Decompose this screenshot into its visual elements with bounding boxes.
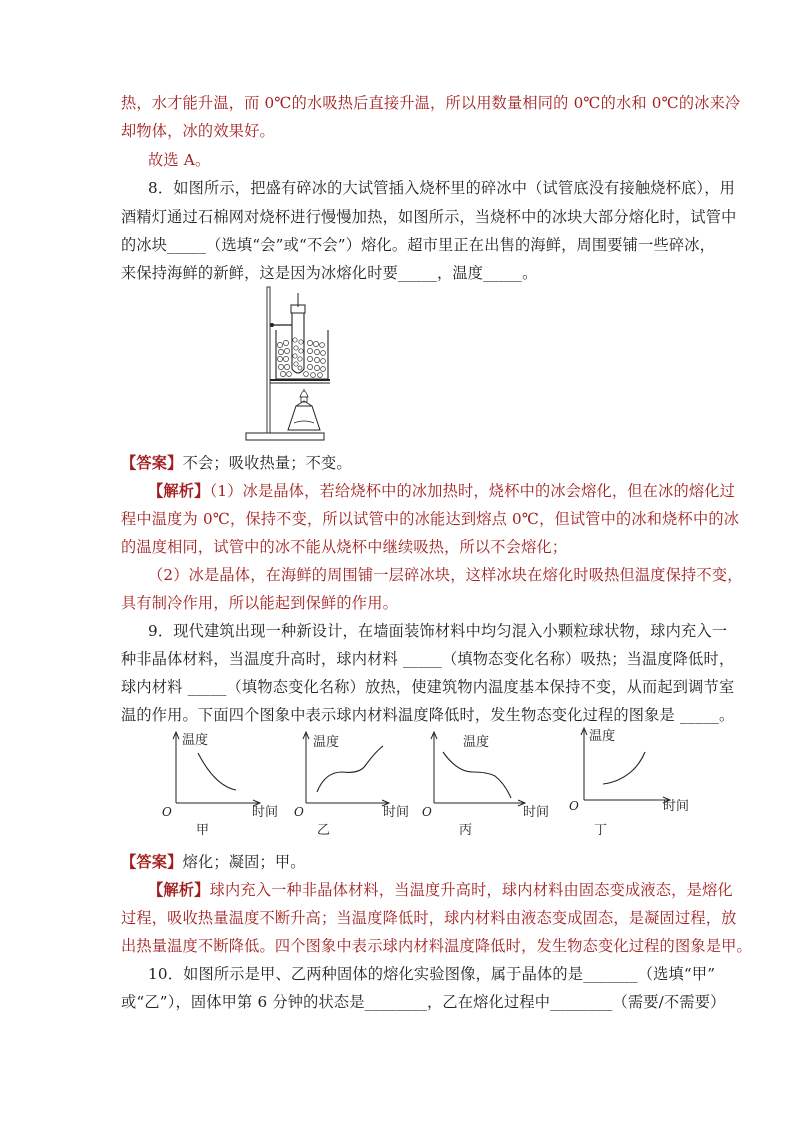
q9-graph-yi [294,728,417,838]
prev-analysis-line-2: 却物体，冰的效果好。 [121,122,275,140]
q9-answer-text: 熔化；凝固；甲。 [182,853,306,871]
prev-analysis-line-1: 热，水才能升温，而 0℃的水吸热后直接升温，所以用数量相同的 0℃的水和 0℃的冰来冷 [121,94,741,112]
q9-graph-jia [160,728,280,838]
q8-stem-line-4: 来保持海鲜的新鲜，这是因为冰熔化时要_____，温度_____。 [121,264,538,282]
graph-xlabel: 时间 [523,805,550,820]
graph-xlabel: 时间 [252,805,279,820]
q8-analysis-line-2: 程中温度为 0℃，保持不变，所以试管中的冰能达到熔点 0℃，但试管中的冰和烧杯中的冰 [121,510,740,528]
q8-answer [121,453,352,473]
graph-ylabel: 温度 [313,735,340,750]
graph-xlabel: 时间 [383,805,410,820]
q8-stem-line-3: 的冰块_____（选填“会”或“不会”）熔化。超市里正在出售的海鲜，周围要铺一些碎冰， [121,236,716,254]
graph-caption: 丁 [594,823,608,838]
q8-stem-line-1: 8．如图所示，把盛有碎冰的大试管插入烧杯里的碎冰中（试管底没有接触烧杯底），用 [148,179,735,197]
graph-caption: 甲 [196,823,210,838]
graph-ylabel: 温度 [589,729,616,744]
q9-graph-bing [422,728,555,838]
q10-stem-line-1: 10．如图所示是甲、乙两种固体的熔化实验图像，属于晶体的是_______（选填“甲” [148,965,716,983]
analysis-tag: 【解析】 [148,482,210,500]
graph-ylabel: 温度 [463,735,490,750]
q8-stem-line-2: 酒精灯通过石棉网对烧杯进行慢慢加热，如图所示，当烧杯中的冰块大部分熔化时，试管中 [121,208,737,226]
q8-analysis-line-3: 的温度相同，试管中的冰不能从烧杯中继续吸热，所以不会熔化； [121,538,568,556]
graph-origin: O [162,805,172,819]
q8-analysis-line-1 [148,481,735,501]
graph-origin: O [569,799,579,813]
q10-stem-line-2: 或“乙”），固体甲第 6 分钟的状态是________，乙在熔化过程中________（需要/不需要） [121,993,726,1011]
q8-analysis-line-4: （2）冰是晶体，在海鲜的周围铺一层碎冰块，这样冰块在熔化时吸热但温度保持不变， [148,566,743,584]
q8-analysis-text-1: （1）冰是晶体，若给烧杯中的冰加热时，烧杯中的冰会熔化，但在冰的熔化过 [209,482,736,500]
q8-answer-text: 不会；吸收热量；不变。 [182,454,352,472]
graph-ylabel: 温度 [182,733,209,748]
q9-stem-line-1: 9．现代建筑出现一种新设计，在墙面装饰材料中均匀混入小颗粒球状物，球内充入一 [148,622,728,640]
q9-analysis-line-1 [148,880,733,900]
q8-analysis-line-5: 具有制冷作用，所以能起到保鲜的作用。 [121,594,398,612]
answer-tag: 【答案】 [121,853,183,871]
q9-analysis-line-2: 过程，吸收热量温度不断升高；当温度降低时，球内材料由液态变成固态，是凝固过程，放 [121,909,737,927]
q9-answer [121,852,306,872]
graph-origin: O [294,805,304,819]
q9-graph-ding [569,722,695,838]
graph-xlabel: 时间 [663,799,690,814]
graph-caption: 乙 [317,823,331,838]
q8-apparatus-figure [240,285,330,445]
prev-choice: 故选 A。 [148,151,211,169]
q9-analysis-text-1: 球内充入一种非晶体材料，当温度升高时，球内材料由固态变成液态，是熔化 [209,881,733,899]
q9-stem-line-4: 温的作用。下面四个图象中表示球内材料温度降低时，发生物态变化过程的图象是 _____。 [121,706,735,724]
q9-stem-line-3: 球内材料 _____（填物态变化名称）放热，使建筑物内温度基本保持不变，从而起到调节室 [121,678,735,696]
analysis-tag: 【解析】 [148,881,210,899]
q9-stem-line-2: 种非晶体材料，当温度升高时，球内材料 _____（填物态变化名称）吸热；当温度降低时， [121,650,735,668]
q9-analysis-line-3: 出热量温度不断降低。四个图象中表示球内材料温度降低时，发生物态变化过程的图象是甲。 [121,937,752,955]
answer-tag: 【答案】 [121,454,183,472]
graph-origin: O [422,805,432,819]
graph-caption: 丙 [459,823,473,838]
